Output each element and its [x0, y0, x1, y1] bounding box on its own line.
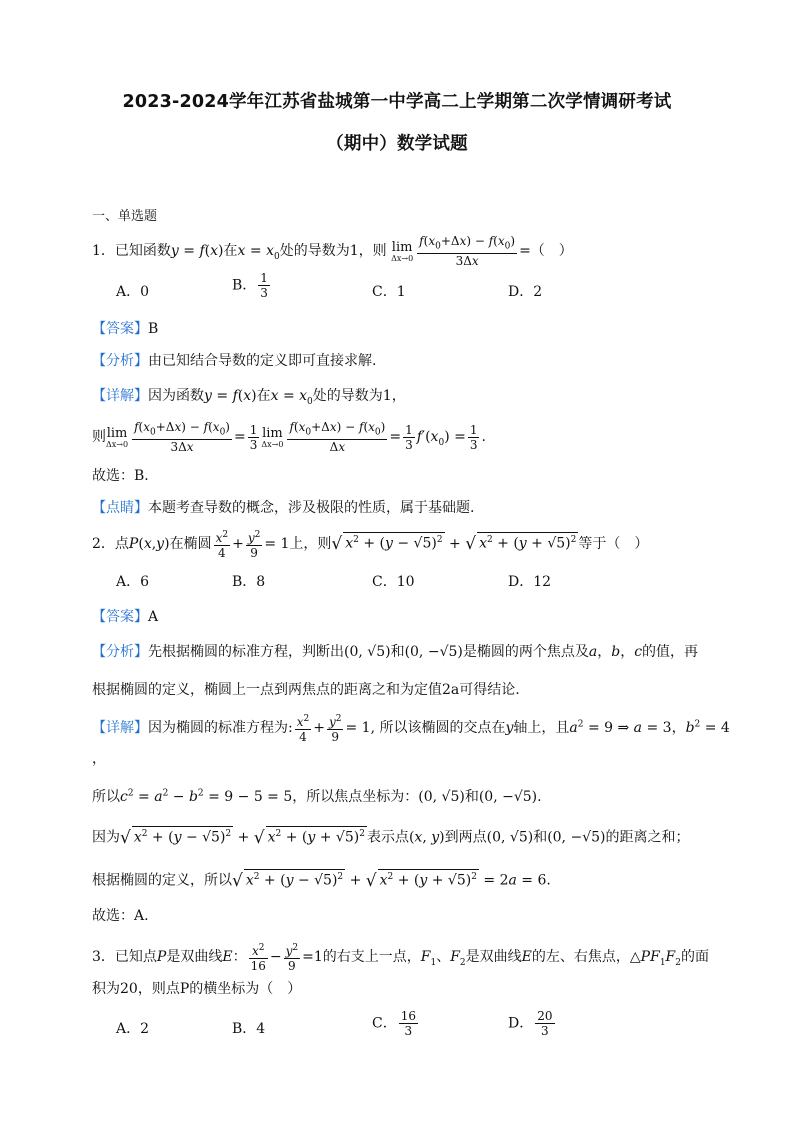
- q1-option-b-label: B．: [232, 277, 257, 294]
- q1-derivation-third2: $\frac{1}{3}$: [405, 422, 413, 452]
- q1-derivation-frac1: $\frac{f(x_0+\Delta x) - f(x_0)}{3\Delta x}$: [134, 420, 230, 455]
- q2-detail-a: 因为椭圆的标准方程为:: [148, 720, 293, 736]
- section-heading: 一、单选题: [92, 209, 158, 224]
- q1-option-d: D．2: [508, 284, 543, 300]
- q2-stem-c: 上，则: [289, 536, 332, 552]
- q1-stem-d: =（ ）: [519, 243, 573, 260]
- q1-stem-a: 1．已知函数: [92, 243, 171, 260]
- q2-detail-l4d: 的距离之和；: [605, 829, 690, 846]
- q1-analysis-tag: 【分析】: [92, 353, 148, 369]
- q3-stem-f: 的面: [681, 949, 709, 965]
- doc-title-line2: （期中）数学试题: [326, 134, 468, 154]
- q2-detail-b: , 所以该椭圆的交点在: [370, 720, 506, 736]
- q3-option-c-label: C．: [372, 1015, 397, 1032]
- q2-sqrt-2: $x^2 + (y + √5)^2$: [477, 532, 578, 552]
- q2-answer-tag: 【答案】: [92, 609, 148, 625]
- q3-frac-x: $\frac{x^2}{16}$: [250, 943, 266, 973]
- q3-frac-y: $\frac{y^2}{9}$: [285, 943, 299, 973]
- q2-detail-frac-x: $\frac{x^2}{4}$: [296, 714, 310, 744]
- q2-detail-l4b: 表示点: [366, 829, 409, 846]
- q1-limit: lim Δx→0: [391, 239, 414, 263]
- q1-answer: [92, 318, 158, 338]
- q2-analysis-b: 和: [390, 644, 405, 660]
- q2-answer: [92, 606, 158, 626]
- q3-option-b: B．4: [232, 1021, 266, 1037]
- q1-answer-tag: 【答案】: [92, 321, 148, 337]
- q2-detail-c: 轴上，且: [513, 720, 570, 736]
- q2-option-d: D．12: [508, 574, 552, 590]
- q1-fraction: $\frac{f(x_0+\Delta x) - f(x_0)}{3\Delta x}$: [419, 234, 516, 269]
- q2-conclusion: 故选：A.: [92, 908, 149, 924]
- q1-comment: [92, 497, 474, 517]
- q1-derivation-third: $\frac{1}{3}$: [249, 422, 258, 452]
- q2-detail-line3: 所以$c^2 = a^2 - b^2 = 9 - 5 = 5$，所以焦点坐标为：(0, √5)和(0, −√5).: [92, 788, 542, 805]
- q2-option-a: A．6: [116, 574, 150, 590]
- q2-analysis-line2: 根据椭圆的定义，椭圆上一点到两焦点的距离之和为定值2a可得结论.: [92, 682, 520, 698]
- q2-detail-sqrt-2: $x^2 + (y + √5)^2$: [266, 826, 367, 846]
- q1-detail-tag: 【详解】: [92, 388, 148, 404]
- q1-analysis: [92, 350, 376, 370]
- q2-frac-x: $\frac{x^2}{4}$: [215, 530, 229, 560]
- q1-comment-tag: 【点睛】: [92, 500, 148, 516]
- q2-detail-sqrt-4: $x^2 + (y + √5)^2$: [378, 869, 479, 889]
- q3-option-d: [508, 1009, 557, 1038]
- q2-stem-a: 2．点: [92, 536, 129, 552]
- q2-analysis: 【分析】先根据椭圆的标准方程，判断出(0, √5)和(0, −√5)是椭圆的两个焦点及a，b，c的值，再: [92, 644, 699, 660]
- q1-detail-c: 处的导数为1，: [312, 388, 406, 404]
- q2-detail-tag: 【详解】: [92, 720, 148, 736]
- q2-option-c: C．10: [372, 574, 415, 590]
- q1-derivation-prefix: 则: [92, 429, 106, 446]
- q3-stem: 3．已知点P是双曲线E： $\frac{x^2}{16}$ − $\frac{y^2}{9}$ =1的右支上一点，$F_1$、$F_2$是双曲线E的左、右焦点，$\triangle PF_1F_2$的面: [92, 943, 709, 973]
- q1-stem: 1．已知函数y = f(x)在$x = x_0$处的导数为1，则 lim Δx→0 $\frac{f(x_0+\Delta x) - f(x_0)}{3\Delta x}$ =（ ）: [92, 234, 573, 269]
- q1-option-c: C．1: [372, 284, 406, 300]
- q1-derivation-lim1: lim Δx→0: [106, 425, 129, 449]
- q3-stem-c: 的右支上一点，: [322, 949, 421, 965]
- q2-detail-line5: 根据椭圆的定义，所以√ $x^2 + (y - √5)^2$ + √ $x^2 + (y + √5)^2 = 2a = 6$.: [92, 870, 551, 891]
- q2-detail-frac-y: $\frac{y^2}{9}$: [328, 714, 342, 744]
- q2-detail-l3a: 所以: [92, 789, 120, 805]
- q3-option-d-label: D．: [508, 1015, 534, 1032]
- q2-frac-y: $\frac{y^2}{9}$: [247, 530, 261, 560]
- q3-stem-b: 是双曲线: [166, 949, 223, 965]
- q3-stem-e: 的左、右焦点，: [531, 949, 630, 965]
- q2-answer-value: A: [148, 609, 159, 625]
- q3-stem-d: 是双曲线: [465, 949, 522, 965]
- q3-option-c-frac: $\frac{16}{3}$: [400, 1009, 416, 1038]
- q1-conclusion: 故选：B.: [92, 468, 149, 484]
- q2-analysis-tag: 【分析】: [92, 644, 148, 660]
- q2-detail-l4-and: 和: [533, 829, 548, 846]
- q1-stem-b: 在: [223, 243, 238, 260]
- q1-derivation-result: $\frac{1}{3}$: [469, 422, 478, 452]
- q1-derivation-lim2: lim Δx→0: [261, 425, 284, 449]
- q1-derivation-frac2: $\frac{f(x_0+\Delta x) - f(x_0)}{\Delta x}$: [289, 420, 386, 455]
- q1-detail-a: 因为函数: [148, 388, 204, 404]
- q2-detail: 【详解】因为椭圆的标准方程为: $\frac{x^2}{4}$ + $\frac{y^2}{9}$ = 1, 所以该椭圆的交点在y轴上，且$a^2 = 9$ ⇒ a = 3，$b^2 = 4$: [92, 714, 730, 744]
- q2-stem: 2．点P(x,y)在椭圆 $\frac{x^2}{4}$ + $\frac{y^2}{9}$ = 1上，则√ $x^2 + (y - √5)^2$ + √ $x^2 + (y + √5)^2$ 等于（ ）: [92, 530, 649, 560]
- q2-detail-l5a: 根据椭圆的定义，所以: [92, 872, 232, 889]
- q2-detail-l3b: ，所以焦点坐标为：: [292, 789, 419, 805]
- q1-detail: 【详解】因为函数y = f(x)在$x = x_0$处的导数为1，: [92, 388, 406, 407]
- q3-stem-line2: 积为20，则点P的横坐标为（ ）: [92, 981, 302, 997]
- q3-option-a: A．2: [116, 1021, 150, 1037]
- q2-detail-comma: ，: [92, 751, 106, 767]
- q2-detail-line4: 因为√ $x^2 + (y - √5)^2$ + √ $x^2 + (y + √5)^2$ 表示点(x, y)到两点(0, √5)和(0, −√5)的距离之和；: [92, 827, 690, 848]
- q1-detail-b: 在: [256, 388, 271, 404]
- q2-sqrt-1: $x^2 + (y - √5)^2$: [343, 532, 444, 552]
- q1-answer-value: B: [148, 321, 159, 337]
- q1-stem-c: 处的导数为1，则: [279, 243, 387, 260]
- q2-analysis-d: 的值，再: [642, 644, 699, 660]
- q2-detail-sqrt-1: $x^2 + (y - √5)^2$: [132, 826, 233, 846]
- q3-stem-a: 3．已知点: [92, 949, 157, 965]
- q2-analysis-a: 先根据椭圆的标准方程，判断出: [148, 644, 344, 660]
- q2-detail-sqrt-3: $x^2 + (y - √5)^2$: [244, 869, 345, 889]
- q1-comment-text: 本题考查导数的概念，涉及极限的性质，属于基础题.: [148, 500, 475, 516]
- q2-stem-b: 在椭圆: [169, 536, 212, 552]
- q3-option-c: [372, 1009, 420, 1038]
- q1-derivation: 则lim Δx→0 $\frac{f(x_0+\Delta x) - f(x_0)}{3\Delta x}$ = $\frac{1}{3}$ lim Δx→0 $\frac{f(x_0+\Delta x) - f(x_0)}{\Delta x}$ = $\frac{1}{3}$ $f'(x_0)$ = $\frac{1}{3}$ .: [92, 420, 486, 455]
- q1-analysis-text: 由已知结合导数的定义即可直接求解.: [148, 353, 377, 369]
- q2-analysis-c: 是椭圆的两个焦点及: [462, 644, 589, 660]
- q1-option-b-frac: $\frac{1}{3}$: [260, 271, 268, 300]
- q1-option-b: [232, 271, 272, 300]
- q3-option-d-frac: $\frac{20}{3}$: [537, 1009, 553, 1038]
- q2-option-b: B．8: [232, 574, 266, 590]
- q1-option-a: A．0: [116, 284, 150, 300]
- doc-title-line1: 2023-2024学年江苏省盐城第一中学高二上学期第二次学情调研考试: [122, 92, 672, 112]
- q2-stem-d: 等于（ ）: [578, 536, 649, 552]
- q2-detail-l3-and: 和: [464, 789, 479, 805]
- q2-detail-l4c: 到两点: [444, 829, 487, 846]
- q2-detail-l4a: 因为: [92, 829, 120, 846]
